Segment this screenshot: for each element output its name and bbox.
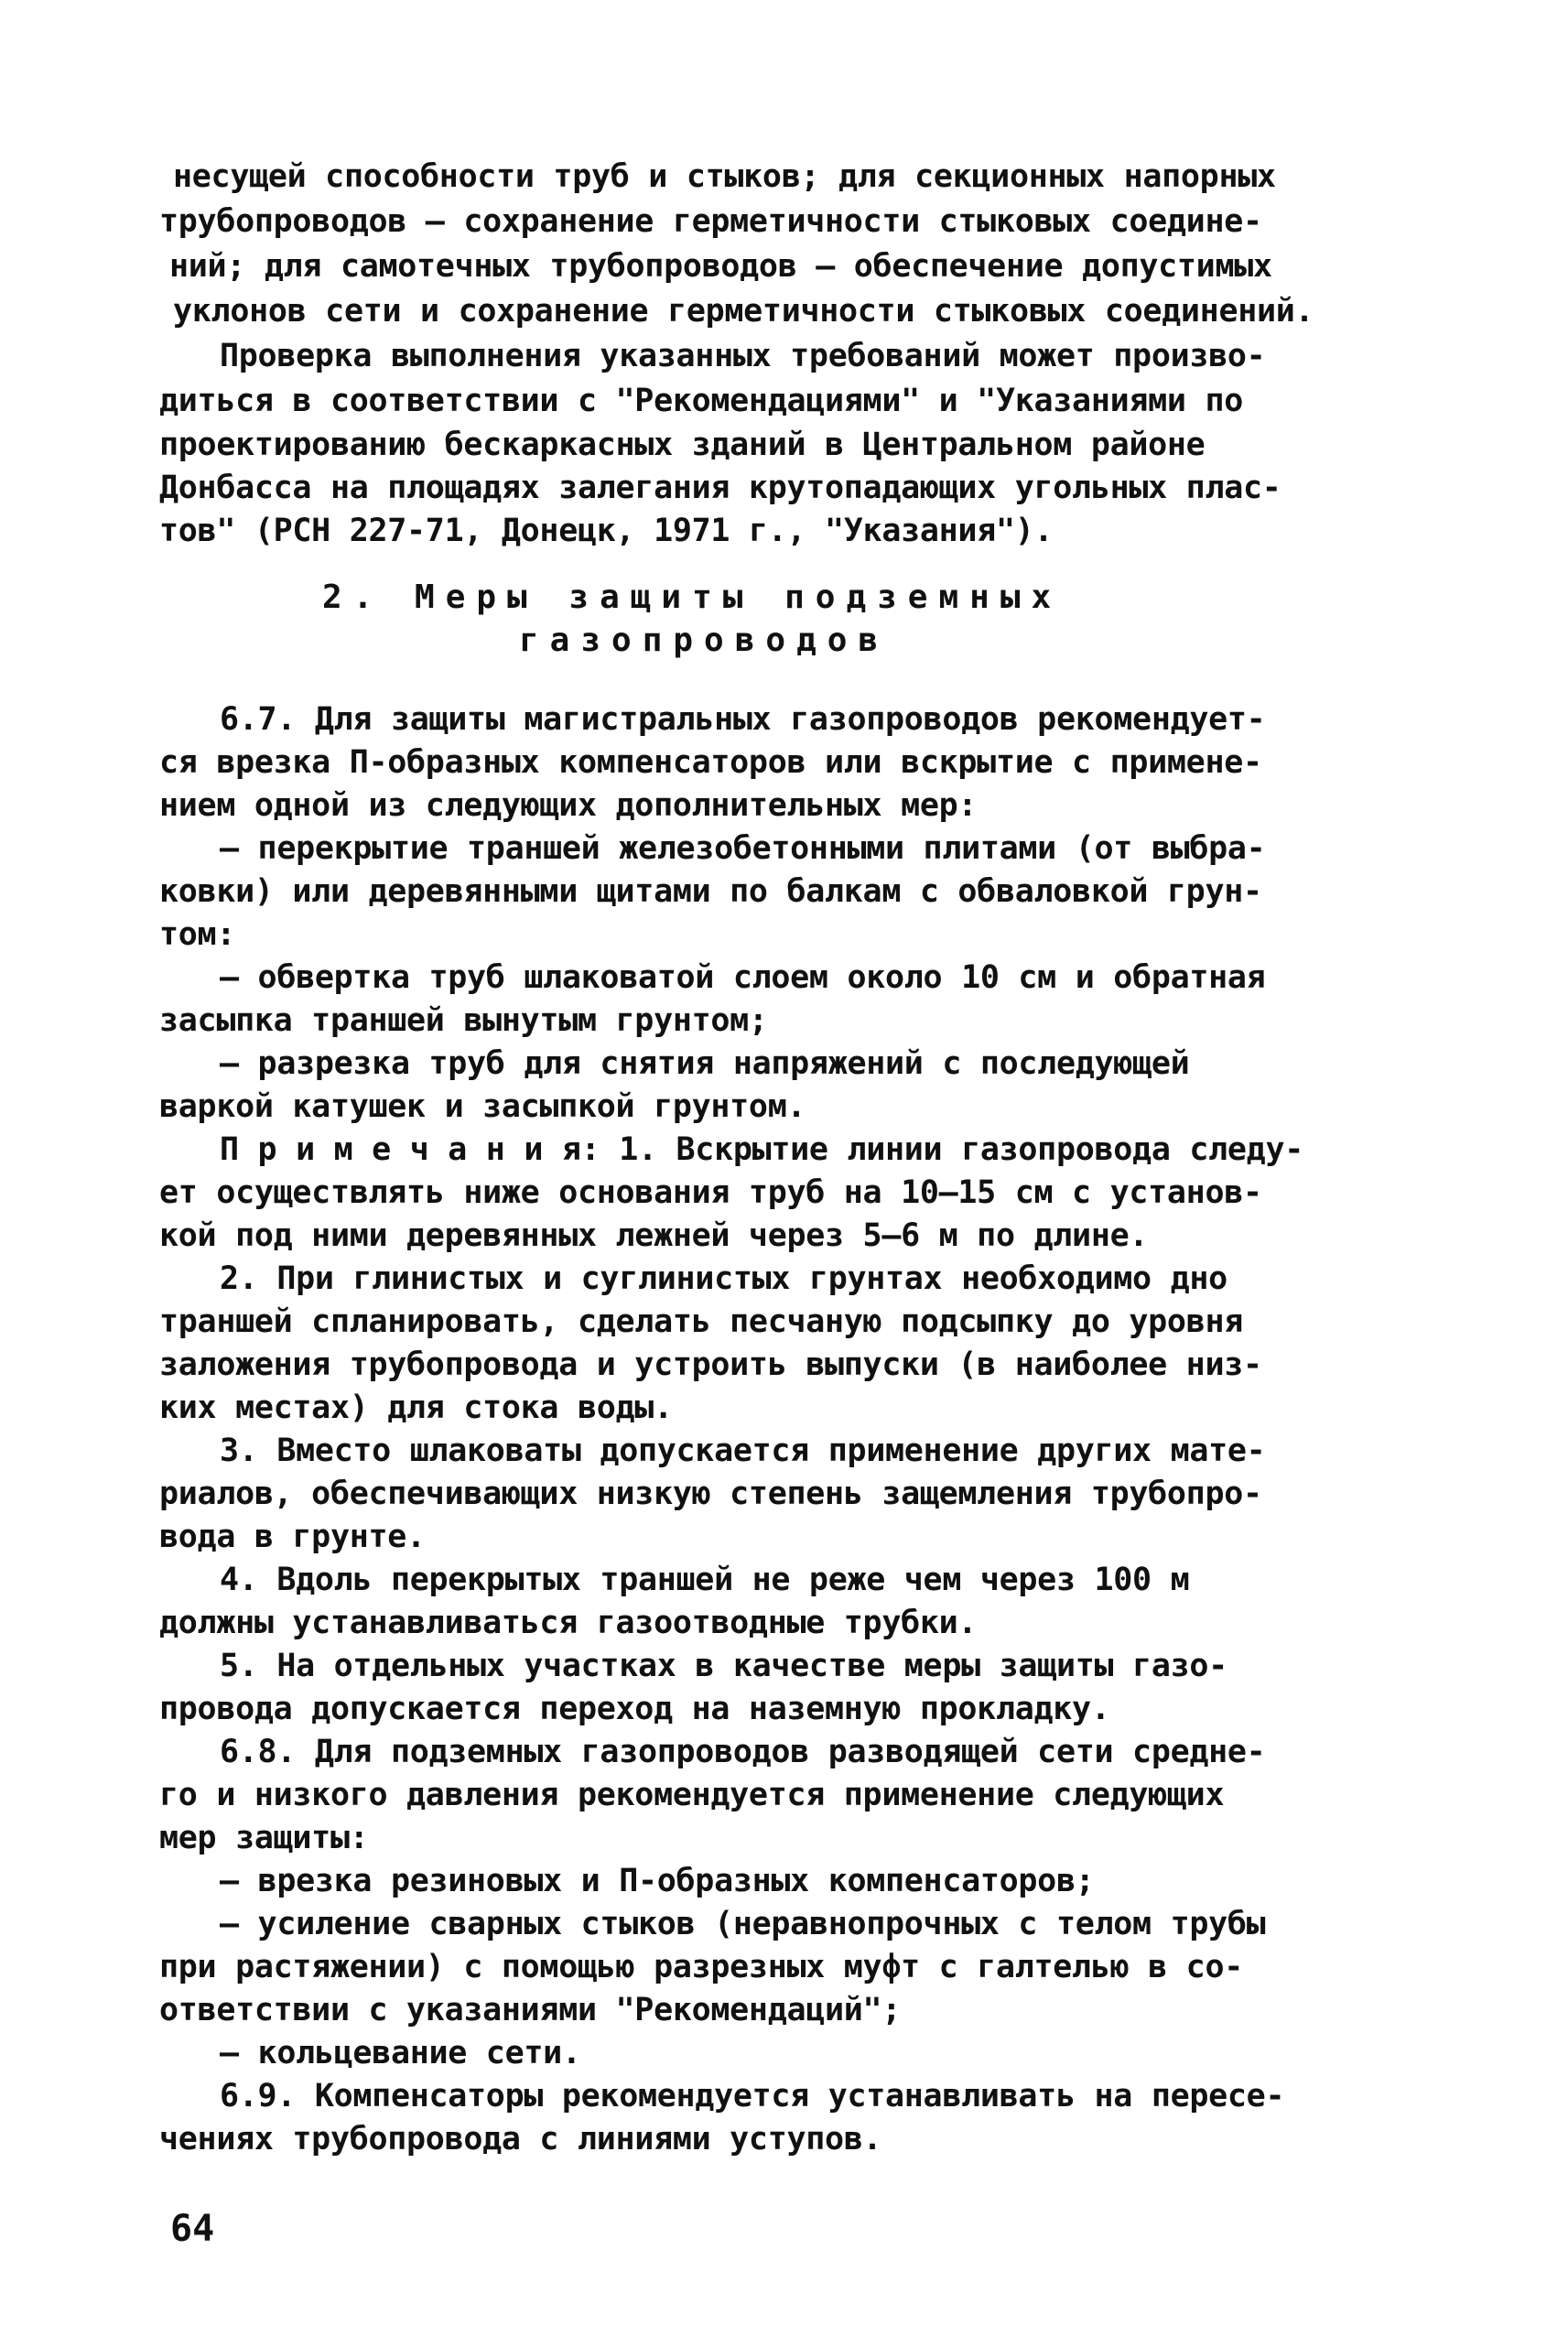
note-line: траншей спланировать, сделать песчаную подсыпку до уровня — [159, 1303, 1243, 1340]
note-line: 4. Вдоль перекрытых траншей не реже чем через 100 м — [220, 1562, 1190, 1598]
text-line: тов" (РСН 227-71, Донецк, 1971 г., "Указания"). — [159, 513, 1054, 549]
text-line: засыпка траншей вынутым грунтом; — [159, 1002, 768, 1039]
text-line: 6.8. Для подземных газопроводов разводящей сети средне- — [220, 1734, 1266, 1770]
text-line: мер защиты: — [159, 1820, 369, 1856]
text-line: 6.7. Для защиты магистральных газопроводов рекомендует- — [220, 701, 1266, 738]
text-line: том: — [159, 916, 236, 953]
text-line: трубопроводов – сохранение герметичности стыковых соедине- — [159, 203, 1262, 240]
note-line: заложения трубопровода и устроить выпуски (в наиболее низ- — [159, 1346, 1262, 1383]
note-line: 5. На отдельных участках в качестве меры защиты газо- — [220, 1648, 1227, 1684]
list-item: – кольцевание сети. — [220, 2035, 581, 2071]
note-line: П р и м е ч а н и я: 1. Вскрытие линии газопровода следу- — [220, 1131, 1303, 1168]
note-line: ет осуществлять ниже основания труб на 10–15 см с установ- — [159, 1174, 1262, 1211]
text-line: ковки) или деревянными щитами по балкам с обваловкой грун- — [159, 873, 1262, 910]
list-item: – обвертка труб шлаковатой слоем около 10 см и обратная — [220, 959, 1266, 996]
section-heading-continued: газопроводов — [519, 622, 890, 659]
text-line: Донбасса на площадях залегания крутопадающих угольных плас- — [159, 470, 1281, 506]
text-line: проектированию бескаркасных зданий в Центральном районе — [159, 427, 1206, 463]
note-line: риалов, обеспечивающих низкую степень защемления трубопро- — [159, 1476, 1262, 1512]
note-line: должны устанавливаться газоотводные трубки. — [159, 1605, 978, 1641]
text-line: ся врезка П-образных компенсаторов или вскрытие с примене- — [159, 744, 1262, 781]
text-line: диться в соответствии с "Рекомендациями" и "Указаниями по — [159, 383, 1243, 419]
section-heading: 2. Меры защиты подземных — [322, 579, 1063, 616]
text-line: ваpкой катушек и засыпкой грунтом. — [159, 1088, 806, 1125]
list-item: – перекрытие траншей железобетонными плитами (от выбра- — [220, 830, 1266, 867]
note-line: 2. При глинистых и суглинистых грунтах необходимо дно — [220, 1260, 1227, 1297]
note-line: ких местах) для стока воды. — [159, 1390, 673, 1426]
text-line: уклонов сети и сохранение герметичности стыковых соединений. — [173, 293, 1314, 330]
list-item: – усиление сварных стыков (неравнопрочных с телом трубы — [220, 1906, 1266, 1942]
text-line: ний; для самотечных трубопроводов – обеспечение допустимых — [169, 248, 1272, 285]
note-line: 3. Вместо шлаковаты допускается применение других мате- — [220, 1433, 1266, 1469]
text-line: ответствии с указаниями "Рекомендаций"; — [159, 1992, 902, 2028]
text-line: чениях трубопровода с линиями уступов. — [159, 2121, 882, 2157]
page-number: 64 — [170, 2208, 215, 2250]
note-line: кой под ними деревянных лежней через 5–6 м по длине. — [159, 1217, 1149, 1254]
text-line: Проверка выполнения указанных требований может произво- — [220, 338, 1266, 374]
note-line: провода допускается переход на наземную прокладку. — [159, 1691, 1110, 1727]
text-line: при растяжении) с помощью разрезных муфт с галтелью в со- — [159, 1949, 1243, 1985]
text-line: 6.9. Компенсаторы рекомендуется устанавливать на пересе- — [220, 2078, 1285, 2114]
text-line: несущей способности труб и стыков; для секционных напорных — [173, 158, 1276, 195]
list-item: – разрезка труб для снятия напряжений с последующей — [220, 1045, 1190, 1082]
note-line: вода в грунте. — [159, 1519, 426, 1555]
text-line: го и низкого давления рекомендуется применение следующих — [159, 1777, 1225, 1813]
text-line: нием одной из следующих дополнительных мер: — [159, 787, 978, 824]
list-item: – врезка резиновых и П-образных компенсаторов; — [220, 1863, 1095, 1899]
